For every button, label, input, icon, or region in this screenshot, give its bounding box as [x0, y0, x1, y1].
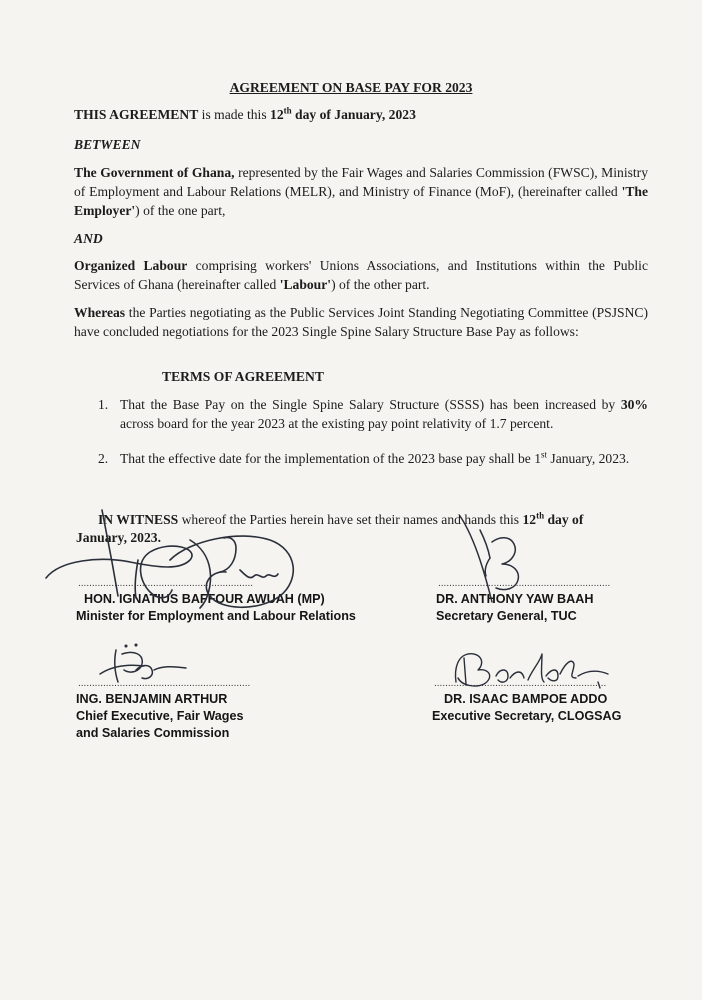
intro-day: 12	[270, 107, 284, 122]
signatory-tuc-role: Secretary General, TUC	[436, 609, 577, 623]
party-employer-alias: 'The Employer'	[74, 184, 648, 218]
party-labour-paragraph	[74, 256, 648, 294]
signatory-minister-name: HON. IGNATIUS BAFFOUR AWUAH (MP)	[84, 592, 325, 606]
signatory-clogsag-name: DR. ISAAC BAMPOE ADDO	[444, 692, 608, 706]
party-labour-text: comprising workers' Unions Associations, and Institutions within the Public Services of Ghana (hereinafter called	[74, 258, 648, 292]
term-2-text	[120, 449, 648, 468]
term-1-text-a: That the Base Pay on the Single Spine Salary Structure (SSSS) has been increased by	[120, 397, 621, 412]
term-2-number: 2.	[98, 451, 109, 466]
term-2-text-a: That the effective date for the implementation of the 2023 base pay shall be 1	[120, 451, 542, 466]
signature-line-clogsag: ..............................................................	[434, 678, 607, 689]
intro-lead: THIS AGREEMENT	[74, 107, 199, 122]
intro-day-sup: th	[283, 105, 292, 116]
party-labour-alias: 'Labour'	[279, 277, 332, 292]
signatory-fwsc-role-2: and Salaries Commission	[76, 726, 230, 740]
party-employer-text: represented by the Fair Wages and Salaries Commission (FWSC), Ministry of Employment and Labour Relations (MELR), and Ministry of Finance (MoF), (hereinafter called	[74, 165, 648, 199]
terms-heading: TERMS OF AGREEMENT	[162, 369, 324, 384]
witness-tail: day of	[544, 512, 584, 527]
party-employer-paragraph	[74, 163, 648, 220]
intro-line	[74, 105, 416, 124]
signature-line-fwsc: ..............................................................	[78, 678, 251, 689]
term-1-percent: 30%	[620, 397, 648, 412]
term-2-text-b: January, 2023.	[547, 451, 630, 466]
document-title: AGREEMENT ON BASE PAY FOR 2023	[229, 80, 473, 95]
signatory-minister-role: Minister for Employment and Labour Relations	[76, 609, 356, 623]
witness-day: 12	[522, 512, 537, 527]
term-1-text-b: across board for the year 2023 at the existing pay point relativity of 1.7 percent.	[120, 416, 554, 431]
witness-lead: IN WITNESS	[98, 512, 179, 527]
whereas-paragraph	[74, 303, 648, 341]
signature-line-tuc: ..............................................................	[438, 578, 611, 589]
party-labour-name: Organized Labour	[74, 258, 188, 273]
party-employer-name: The Government of Ghana,	[74, 165, 235, 180]
signatory-fwsc-role: Chief Executive, Fair Wages	[76, 709, 244, 723]
signatory-tuc-name: DR. ANTHONY YAW BAAH	[436, 592, 594, 606]
term-1-text	[120, 395, 648, 433]
intro-date: day of January, 2023	[291, 107, 416, 122]
party-labour-tail: ) of the other part.	[331, 277, 430, 292]
witness-day-sup: th	[536, 510, 545, 521]
term-2-sup: st	[541, 449, 548, 460]
witness-date: January, 2023.	[76, 530, 161, 545]
intro-text: is made this	[198, 107, 271, 122]
witness-text: whereof the Parties herein have set their names and hands this	[178, 512, 523, 527]
term-1-number: 1.	[98, 397, 109, 412]
signature-line-minister: ...............................................................	[78, 578, 254, 589]
whereas-text: the Parties negotiating as the Public Services Joint Standing Negotiating Committee (PSJSNC) have concluded negotiations for the 2023 Single Spine Salary Structure Base Pay as follows:	[74, 305, 648, 339]
and-label: AND	[74, 231, 103, 246]
witness-line	[98, 510, 583, 529]
signatory-clogsag-role: Executive Secretary, CLOGSAG	[432, 709, 622, 723]
between-label: BETWEEN	[74, 137, 141, 152]
whereas-lead: Whereas	[74, 305, 126, 320]
party-employer-tail: ) of the one part,	[135, 203, 226, 218]
signatory-fwsc-name: ING. BENJAMIN ARTHUR	[76, 692, 228, 706]
